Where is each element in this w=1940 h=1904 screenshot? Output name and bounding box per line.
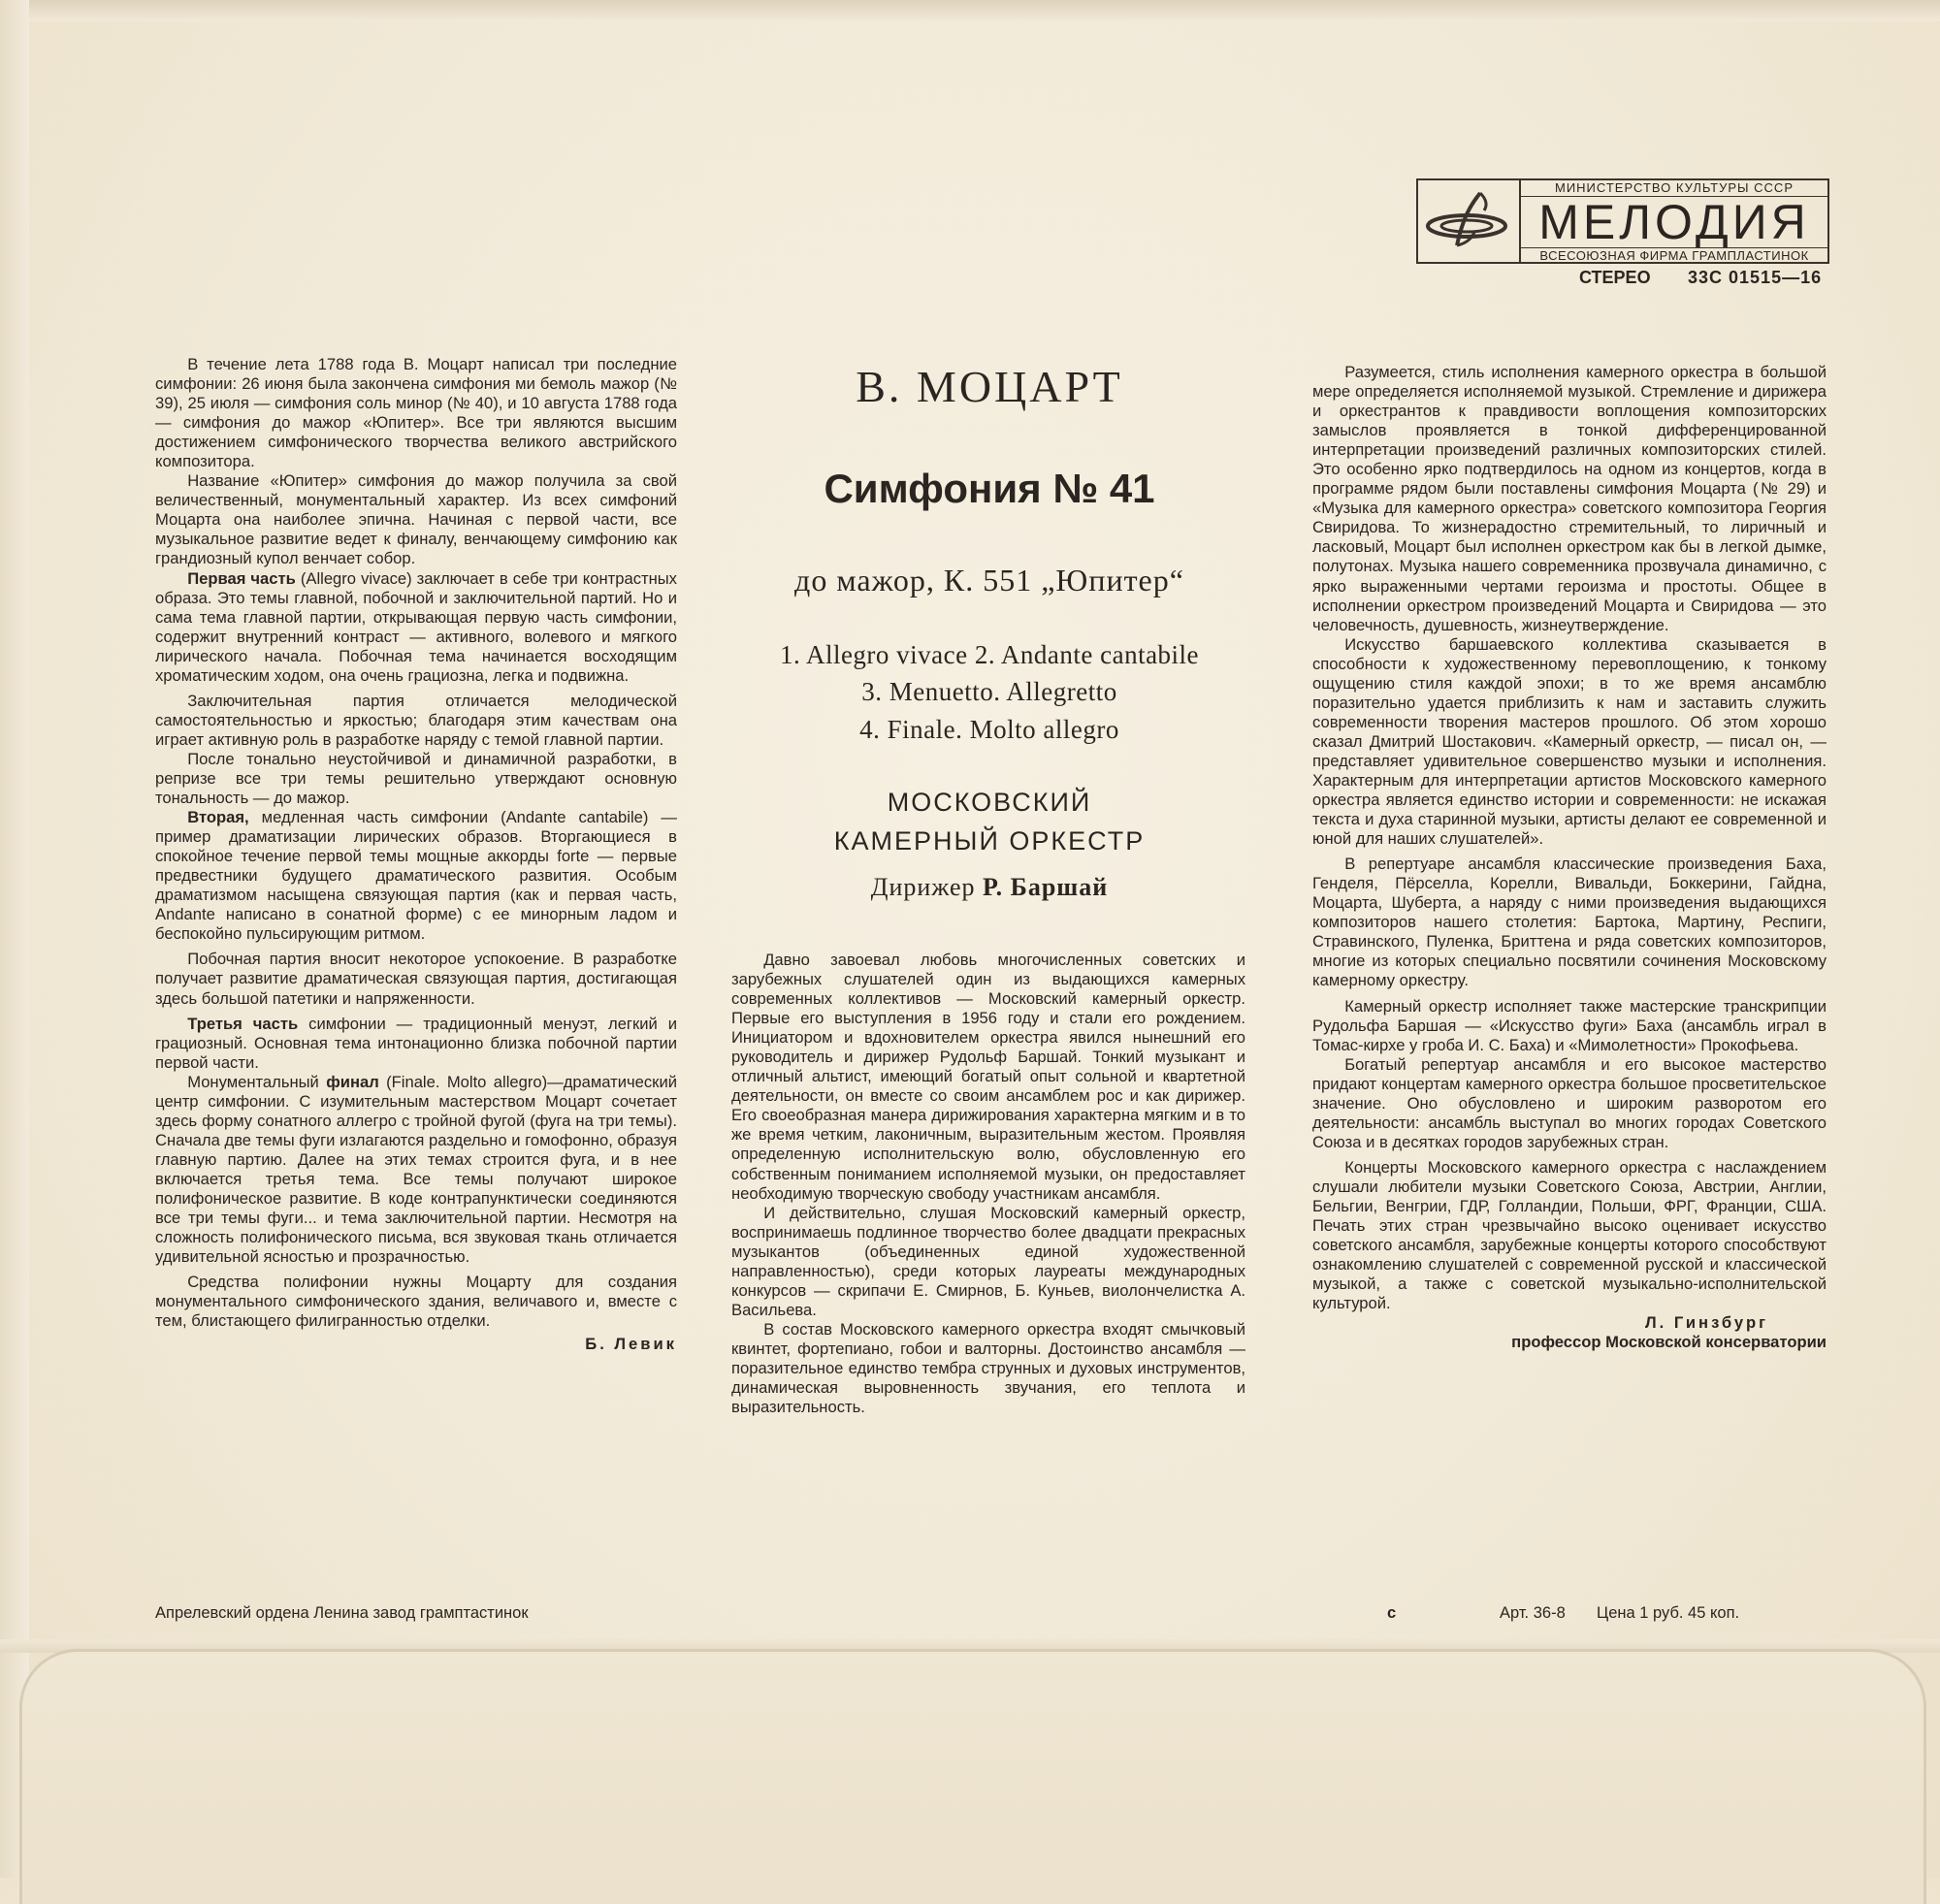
paragraph: Богатый репертуар ансамбля и его высокое мастерство придают концертам камерного оркестра большое просветительское значение. Оно обусловлено и широким разворотом его деятельности: ансамбль выступал во многих городах Советского Союза и в десятках городов зарубежных стран. bbox=[1312, 1054, 1827, 1151]
paragraph: Средства полифонии нужны Моцарту для создания монументального симфонического здания, величавого и, вместе с тем, блистающего филигранностью отделки. bbox=[155, 1273, 677, 1331]
right-column-text bbox=[1312, 363, 1827, 1352]
symphony-title: Симфония № 41 bbox=[824, 466, 1155, 511]
logo-ministry-text: МИНИСТЕРСТВО КУЛЬТУРЫ СССР bbox=[1521, 180, 1827, 197]
logo-brand-name: МЕЛОДИЯ bbox=[1538, 195, 1810, 249]
price: Цена 1 руб. 45 коп. bbox=[1597, 1604, 1740, 1622]
logo-firm-text: ВСЕСОЮЗНАЯ ФИРМА ГРАМПЛАСТИНОК bbox=[1521, 247, 1827, 264]
orchestra-line-2: КАМЕРНЫЙ ОРКЕСТР bbox=[833, 826, 1146, 855]
paragraph: Давно завоевал любовь многочисленных советских и зарубежных слушателей один из выдающихся камерных современных коллективов — Московский камерный оркестр. Первые его выступления в 1956 году и стали его рождением. Инициатором и вдохновителем оркестра явился нынешний его руководитель и дирижер Рудольф Баршай. Тонкий музыкант и отличный альтист, имеющий богатый опыт сольной и квартетной деятельности, он вместе со своим ансамблем рос и как дирижер. Его своеобразная манера дирижирования характерна мягким и в то же время четким, лаконичным, выразительным жестом. Проявляя определенную исполнительскую волю, обусловленную его собственным пониманием исполняемой музыки, он предоставляет необходимую творческую свободу участникам ансамбля. bbox=[731, 951, 1245, 1203]
article-number: Арт. 36-8 bbox=[1500, 1604, 1566, 1622]
left-column-text bbox=[155, 355, 677, 1354]
paragraph: Заключительная партия отличается мелодической самостоятельностью и яркостью; благодаря этим качествам она играет активную роль в разработке наряду с темой главной партии. bbox=[155, 691, 677, 749]
signature-ginzburg: Л. Гинзбург bbox=[1644, 1313, 1768, 1333]
middle-column-text bbox=[731, 951, 1245, 1417]
paragraph: И действительно, слушая Московский камерный оркестр, воспринимаешь подлинное творчество более двадцати прекрасных музыкантов (объединенных единой художественной направленностью), среди которых лауреаты международных конкурсов — скрипачи Е. Смирнов, Б. Куньев, виолончелистка А. Васильева. bbox=[731, 1203, 1245, 1319]
conductor-label: Дирижер bbox=[870, 873, 976, 901]
paragraph: Искусство баршаевского коллектива сказывается в способности к художественному перевоплощению, к тонкому ощущению стиля каждой эпохи; в то же время ансамблю поразительно удается приблизить к нам и заставить служить современности творения мастеров прошлого. Об этом хорошо сказал Дмитрий Шостакович. «Камерный оркестр, — писал он, — представляет удивительное совершенство музыки и исполнения. Характерным для интерпретации артистов Московского камерного оркестра является единство истории и современности: не искажая текста и духа старинной музыки, артисты делают ее современной и юной для наших слушателей». bbox=[1312, 634, 1827, 849]
paragraph: В состав Московского камерного оркестра входят смычковый квинтет, фортепиано, гобои и валторны. Достоинство ансамбля — поразительное единство тембра струнных и духовых инструментов, динамическая выровненность звучания, его теплота и выразительность. bbox=[731, 1319, 1245, 1417]
paragraph: Первая часть (Allegro vivace) заключает в себе три контрастных образа. Это темы главной, побочной и заключительной партий. Но и сама тема главной партии, открывающая первую часть симфонии, содержит внутренний контраст — активного, волевого и мягкого лирического начала. Побочная тема начинается восходящим хроматическим ходом, она очень грациозна, легка и подвижна. bbox=[155, 568, 677, 685]
paragraph: Третья часть симфонии — традиционный менуэт, легкий и грациозный. Основная тема интонационно близка побочной партии первой части. bbox=[155, 1014, 677, 1072]
paragraph: Камерный оркестр исполняет также мастерские транскрипции Рудольфа Баршая — «Искусство фуги» Баха (ансамбль играл в Томас-кирхе у гроба И. С. Баха) и «Мимолетности» Прокофьева. bbox=[1312, 996, 1827, 1054]
sleeve-bottom-flap bbox=[19, 1649, 1926, 1904]
paragraph: Вторая, медленная часть симфонии (Andante cantabile) — пример драматизации лирических образов. Вторгающиеся в спокойное течение первой темы мощные аккорды forte — первые предвестники будущего драматического развития. Особым драматизмом насыщена связующая партия (как и первая часть, Andante написано в сонатной форме) с ее минорным ладом и беспокойно пульсирующим ритмом. bbox=[155, 808, 677, 944]
melodiya-logo bbox=[1416, 178, 1829, 264]
conductor-name: Р. Баршай bbox=[983, 873, 1109, 901]
orchestra-line-1: МОСКОВСКИЙ bbox=[887, 788, 1092, 817]
composer-name: В. МОЦАРТ bbox=[856, 362, 1123, 411]
paragraph: Разумеется, стиль исполнения камерного оркестра в большой мере определяется исполняемой музыкой. Стремление и дирижера и оркестрантов к правдивости воплощения композиторских замыслов проявляется в тонкой дифференцированной интерпретации произведений различных композиторских стилей. Это особенно ярко подтвердилось на одном из концертов, когда в программе рядом были поставлены симфония Моцарта (№ 29) и «Музыка для камерного оркестра» советского композитора Георгия Свиридова. То жизнерадостно стремительный, то лиричный и ласковый, Моцарт был исполнен оркестром как бы в легкой дымке, полутонах. Музыка нашего современника прозвучала динамично, с ярко выраженными чертами героизма и простоты. Общее в исполнении оркестром произведений Моцарта и Свиридова — это человечность, душевность, жизнеутверждение. bbox=[1312, 363, 1827, 634]
conductor bbox=[718, 873, 1261, 902]
paragraph: В течение лета 1788 года В. Моцарт написал три последние симфонии: 26 июня была закончена симфония ми бемоль мажор (№ 39), 25 июля — симфония соль минор (№ 40), и 10 августа 1788 года — симфония до мажор «Юпитер». Все три являются высшим достижением симфонического творчества великого австрийского композитора. bbox=[155, 355, 677, 471]
plant-name: Апрелевский ордена Ленина завод грамптастинок bbox=[155, 1604, 529, 1622]
signature-title: профессор Московской консерватории bbox=[1511, 1333, 1827, 1352]
paragraph: После тонально неустойчивой и динамичной разработки, в репризе все три темы решительно утверждают основную тональность — до мажор. bbox=[155, 749, 677, 808]
sleeve-top-edge bbox=[0, 0, 1940, 21]
paragraph: Побочная партия вносит некоторое успокоение. В разработке получает развитие драматическая связующая партия, достигающая здесь большой патетики и напряженности. bbox=[155, 950, 677, 1008]
melodiya-emblem-icon bbox=[1418, 180, 1521, 262]
sleeve-left-fold bbox=[0, 0, 29, 1878]
stereo-label: СТЕРЕО bbox=[1579, 268, 1651, 287]
paragraph: Монументальный финал (Finale. Molto allegro)—драматический центр симфонии. С изумительным мастерством Моцарт сочетает здесь форму сонатного аллегро с тройной фугой (фуга на три темы). Сначала две темы фуги излагаются раздельно и гомофонно, образуя главную партию. Далее на этих темах строится фуга, и в нее включается третья тема. Все темы получают широкое полифоническое развитие. В коде контрапунктически соединяются все три темы фуги... и тема заключительной партии. Несмотря на сложность полифонического письма, вся звуковая ткань отличается удивительной ясностью и прозрачностью. bbox=[155, 1072, 677, 1267]
catalog-number: 33С 01515—16 bbox=[1688, 268, 1823, 287]
paragraph: Концерты Московского камерного оркестра с наслаждением слушали любители музыки Советского Союза, Австрии, Англии, Бельгии, Венгрии, ГДР, Голландии, Польши, ФРГ, Франции, США. Печать этих стран чрезвычайно высоко оценивает искусство советского ансамбля, зарубежные концерты которого способствуют ознакомлению слушателей с современной русской и классической музыкой, а также с советской музыкально-исполнительской культурой. bbox=[1312, 1157, 1827, 1313]
movements-line-3: 4. Finale. Molto allegro bbox=[859, 715, 1119, 744]
paragraph: В репертуаре ансамбля классические произведения Баха, Генделя, Пёрселла, Корелли, Вивальди, Боккерини, Гайдна, Моцарта, Шуберта, а наряду с ними произведения выдающихся композиторов нашего столетия: Бартока, Мартину, Респиги, Стравинского, Пуленка, Бриттена и ряда советских композиторов, многие из которых специально посвятили сочинения Московскому камерному оркестру. bbox=[1312, 855, 1827, 990]
symphony-key: до мажор, К. 551 „Юпитер“ bbox=[794, 563, 1184, 597]
paragraph: Название «Юпитер» симфония до мажор получила за свой величественный, монументальный характер. Из всех симфоний Моцарта она наиболее эпична. Начиная с первой части, все музыкальное развитие ведет к финалу, венчающему симфонию как грандиозный купол венчает собор. bbox=[155, 471, 677, 568]
movements-line-1: 1. Allegro vivace 2. Andante cantabile bbox=[779, 640, 1200, 669]
footer-mark: с bbox=[1387, 1604, 1397, 1622]
movements-line-2: 3. Menuetto. Allegretto bbox=[861, 677, 1117, 706]
signature-levik: Б. Левик bbox=[585, 1335, 677, 1354]
